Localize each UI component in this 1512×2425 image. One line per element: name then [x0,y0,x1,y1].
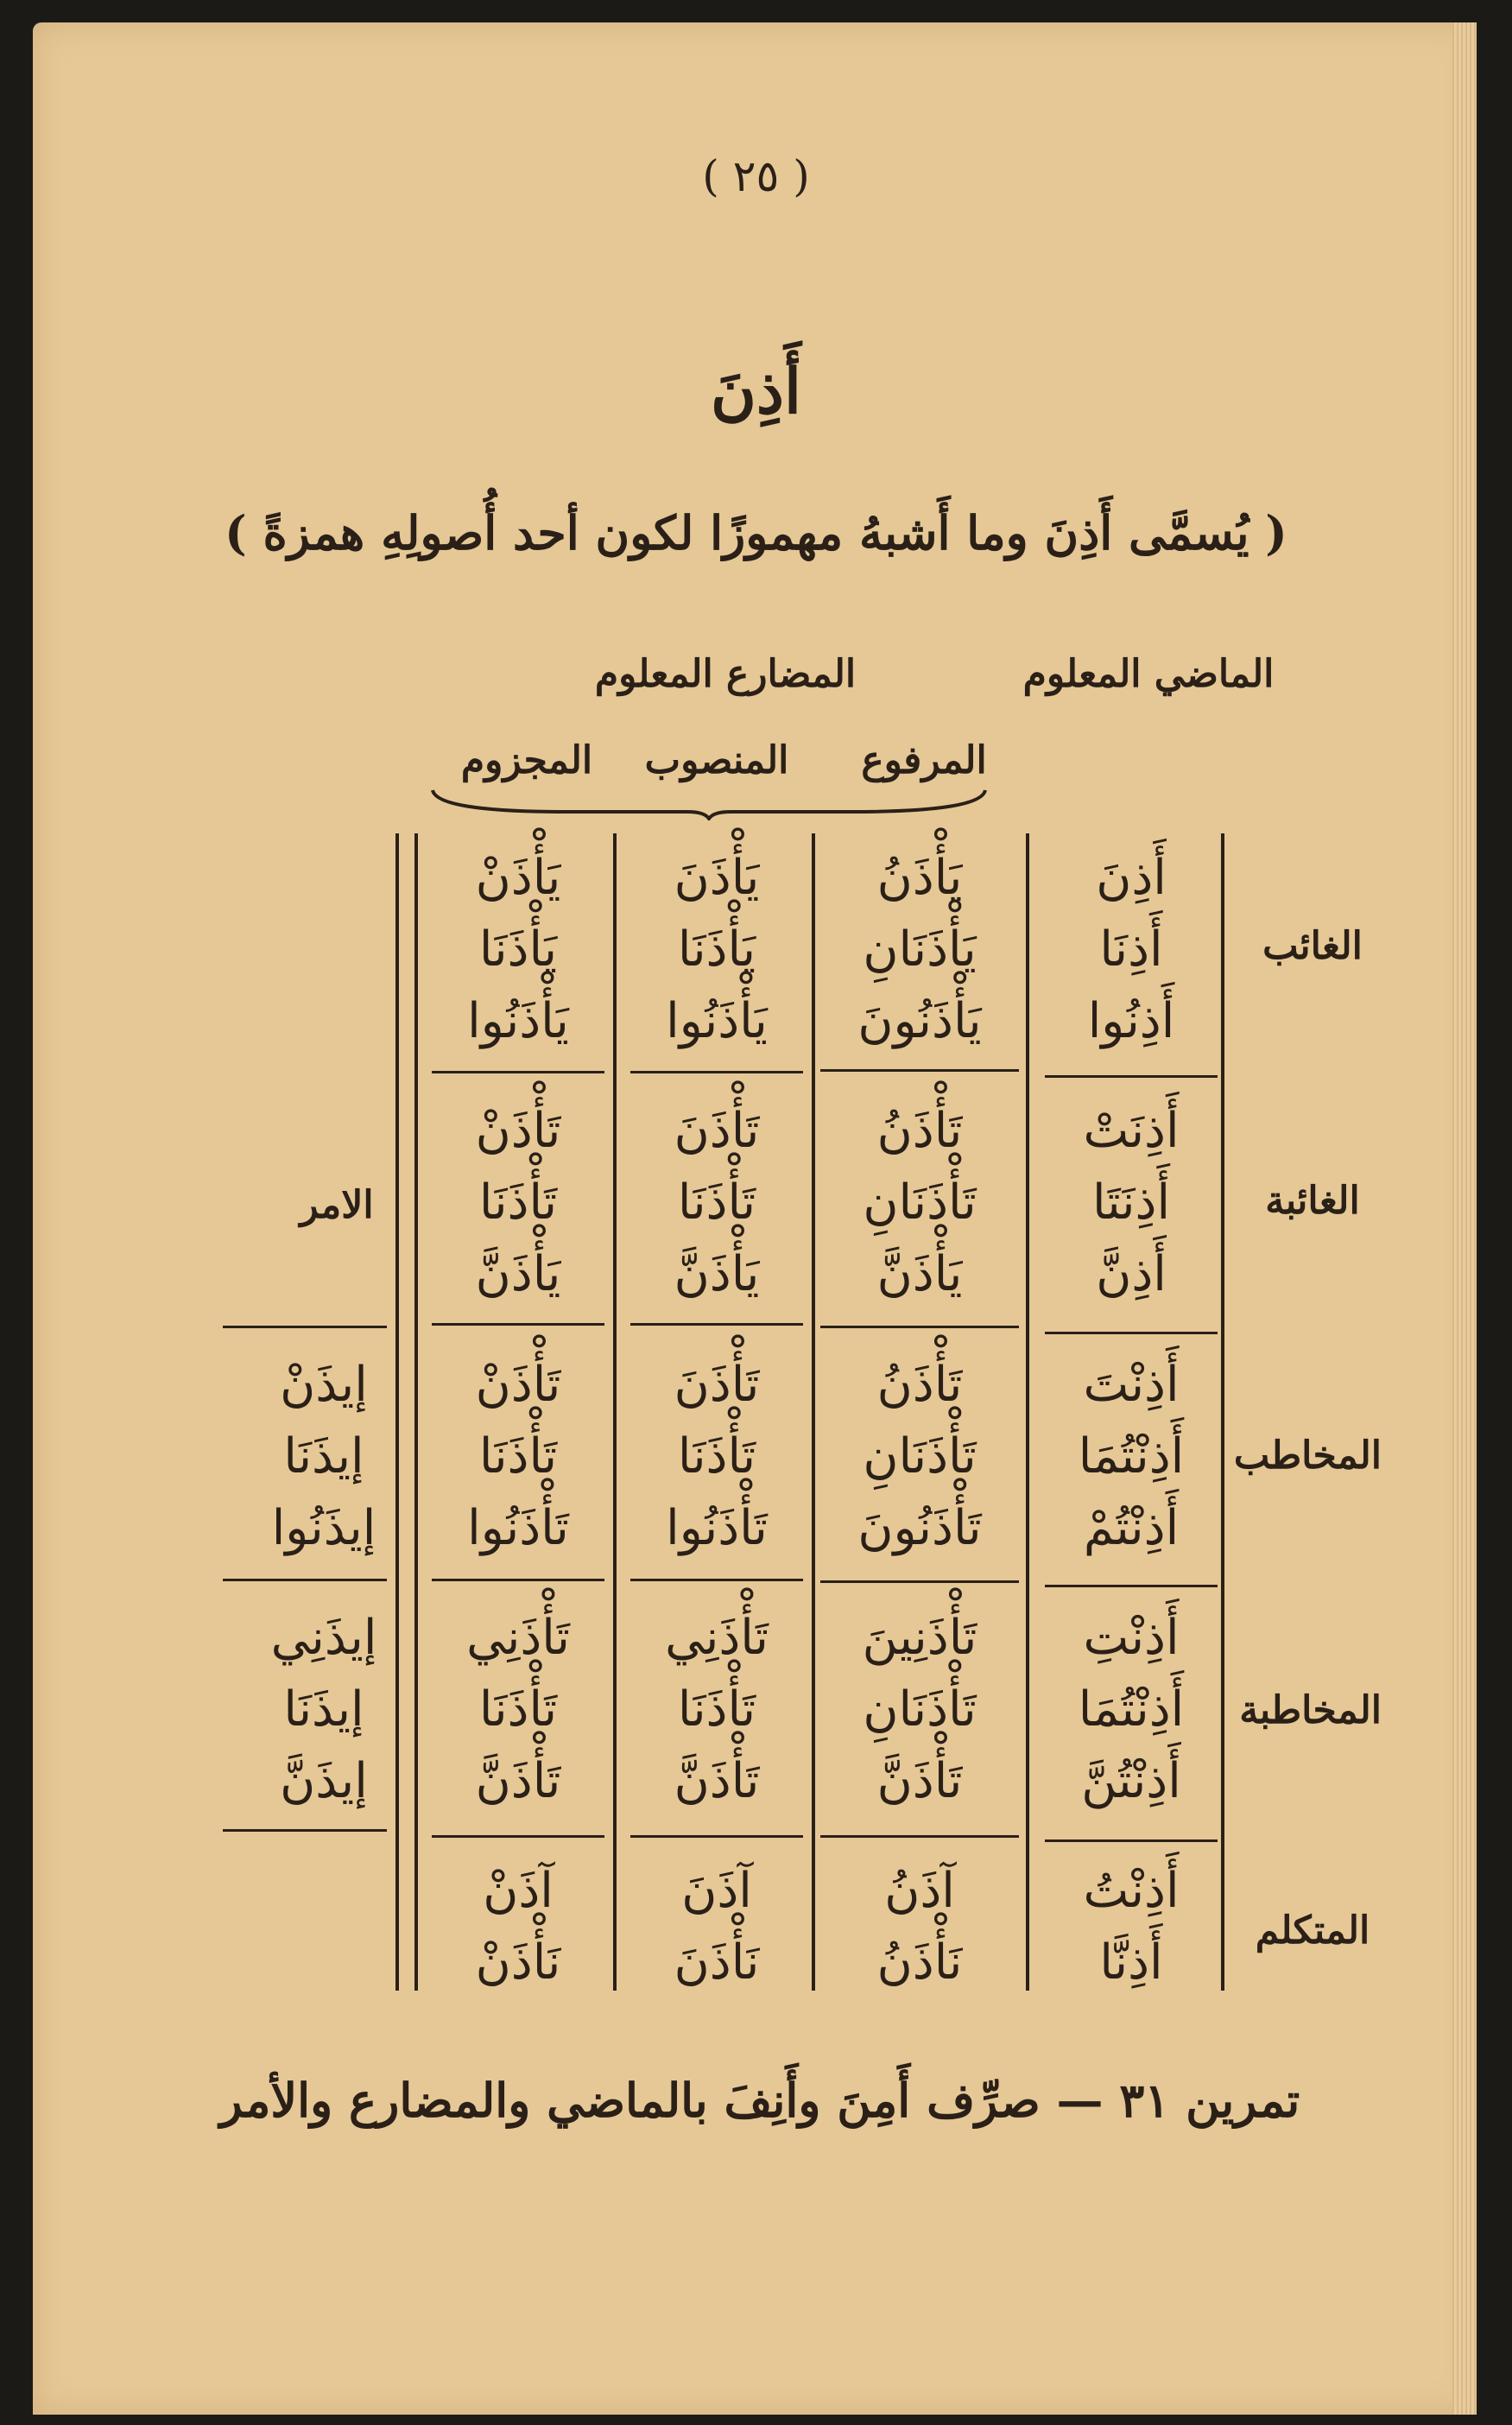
cell-mansub-mukhataba-3: تَأْذَنَّ [674,1753,760,1809]
row-label-ghaib: الغائب [1262,924,1363,968]
cell-majzum-mukhataba-1: تَأْذَنِي [466,1610,570,1666]
cell-majzum-mukhatab-1: تَأْذَنْ [475,1357,561,1413]
cell-amr-mukhataba-2: إيذَنَا [283,1681,364,1738]
separator-amr-4 [223,1829,387,1832]
divider-marfu-mansub [812,833,815,1991]
header-past: الماضي المعلوم [1022,652,1275,696]
cell-marfu-mukhataba-2: تَأْذَنَانِ [863,1681,977,1738]
divider-past-marfu [1026,833,1029,1991]
divider-labels-past [1221,833,1224,1991]
cell-past-mutakallim-2: أَذِنَّا [1099,1934,1163,1991]
separator-mansub-3 [630,1579,803,1581]
cell-majzum-mukhataba-2: تَأْذَنَا [478,1681,558,1738]
cell-marfu-ghaiba-2: تَأْذَنَانِ [863,1175,977,1231]
cell-marfu-ghaib-3: يَأْذَنُونَ [857,993,982,1049]
header-present: المضارع المعلوم [594,652,857,696]
cell-majzum-mukhatab-2: تَأْذَنَا [478,1428,558,1485]
cell-amr-mukhatab-3: إيذَنُوا [271,1500,376,1556]
cell-past-mukhatab-3: أَذِنْتُمْ [1083,1500,1180,1556]
cell-marfu-mutakallim-1: آذَنُ [884,1863,955,1919]
separator-marfu-4 [820,1835,1019,1838]
separator-majzum-4 [432,1835,604,1838]
cell-majzum-mukhataba-3: تَأْذَنَّ [475,1753,561,1809]
cell-majzum-mukhatab-3: تَأْذَنُوا [467,1500,569,1556]
separator-past-4 [1045,1839,1218,1842]
cell-mansub-ghaib-1: يَأْذَنَ [674,850,760,906]
cell-mansub-mukhatab-2: تَأْذَنَا [677,1428,756,1485]
cell-amr-mukhataba-1: إيذَنِي [270,1610,377,1666]
cell-mansub-ghaiba-1: تَأْذَنَ [674,1103,760,1159]
separator-marfu-3 [820,1580,1019,1583]
cell-mansub-mukhataba-2: تَأْذَنَا [677,1681,756,1738]
cell-majzum-ghaib-3: يَأْذَنُوا [467,993,569,1049]
cell-past-mukhataba-3: أَذِنْتُنَّ [1081,1753,1181,1809]
separator-marfu-1 [820,1069,1019,1072]
cell-mansub-mukhataba-1: تَأْذَنِي [665,1610,769,1666]
cell-majzum-ghaib-2: يَأْذَنَا [478,921,558,978]
cell-majzum-mutakallim-1: آذَنْ [483,1863,554,1919]
separator-past-1 [1045,1075,1218,1078]
separator-amr-2 [223,1326,387,1328]
title-note: ( يُسمَّى أَذِنَ وما أَشبهُ مهموزًا لكون أحد أُصولِهِ همزةً ) [225,505,1287,560]
separator-majzum-3 [432,1579,604,1581]
cell-marfu-mukhatab-1: تَأْذَنُ [876,1357,963,1413]
separator-amr-3 [223,1579,387,1581]
cell-marfu-mukhataba-3: تَأْذَنَّ [876,1753,963,1809]
cell-marfu-mukhatab-2: تَأْذَنَانِ [863,1428,977,1485]
cell-past-mukhatab-2: أَذِنْتُمَا [1078,1428,1185,1485]
row-label-mukhataba: المخاطبة [1239,1688,1382,1732]
separator-mansub-2 [630,1323,803,1326]
header-mansub: المنصوب [644,738,789,782]
separator-past-3 [1045,1585,1218,1587]
row-label-ghaiba: الغائبة [1265,1179,1360,1223]
header-amr: الامر [300,1183,374,1227]
cell-past-mukhataba-1: أَذِنْتِ [1083,1610,1180,1666]
cell-marfu-ghaib-1: يَأْذَنُ [876,850,963,906]
header-marfu: المرفوع [861,738,987,782]
cell-marfu-mukhatab-3: تَأْذَنُونَ [857,1500,982,1556]
cell-past-mukhatab-1: أَذِنْتَ [1083,1357,1180,1413]
separator-majzum-1 [432,1071,604,1073]
separator-marfu-2 [820,1326,1019,1328]
cell-majzum-mutakallim-2: نَأْذَنْ [475,1934,561,1991]
cell-past-ghaiba-2: أَذِنَتَا [1091,1175,1171,1231]
cell-amr-mukhatab-1: إيذَنْ [280,1357,368,1413]
header-brace [428,786,990,820]
cell-marfu-mukhataba-1: تَأْذَنِينَ [862,1610,977,1666]
cell-past-ghaiba-3: أَذِنَّ [1096,1246,1167,1302]
separator-mansub-1 [630,1071,803,1073]
cell-mansub-mutakallim-2: نَأْذَنَ [674,1934,760,1991]
row-label-mutakallim: المتكلم [1255,1909,1370,1953]
separator-past-2 [1045,1332,1218,1334]
cell-mansub-mukhatab-1: تَأْذَنَ [674,1357,760,1413]
cell-majzum-ghaiba-2: تَأْذَنَا [478,1175,558,1231]
cell-marfu-mutakallim-2: نَأْذَنُ [876,1934,963,1991]
cell-mansub-ghaib-3: يَأْذَنُوا [666,993,768,1049]
cell-past-mutakallim-1: أَذِنْتُ [1083,1863,1180,1919]
cell-mansub-ghaib-2: يَأْذَنَا [677,921,756,978]
cell-marfu-ghaib-2: يَأْذَنَانِ [863,921,977,978]
cell-mansub-ghaiba-3: يَأْذَنَّ [674,1246,760,1302]
cell-mansub-mukhatab-3: تَأْذَنُوا [666,1500,768,1556]
page-number: ( ٢٥ ) [702,151,810,201]
cell-past-ghaiba-1: أَذِنَتْ [1083,1103,1180,1159]
cell-amr-mukhataba-3: إيذَنَّ [280,1753,368,1809]
cell-past-ghaib-1: أَذِنَ [1096,850,1167,906]
cell-past-mukhataba-2: أَذِنْتُمَا [1078,1681,1185,1738]
cell-majzum-ghaiba-3: يَأْذَنَّ [475,1246,561,1302]
page-title: أَذِنَ [711,354,801,427]
cell-marfu-ghaiba-1: تَأْذَنُ [876,1103,963,1159]
separator-mansub-4 [630,1835,803,1838]
cell-majzum-ghaiba-1: تَأْذَنْ [475,1103,561,1159]
cell-past-ghaib-2: أَذِنَا [1099,921,1163,978]
separator-majzum-2 [432,1323,604,1326]
cell-majzum-ghaib-1: يَأْذَنْ [475,850,561,906]
cell-marfu-ghaiba-3: يَأْذَنَّ [876,1246,963,1302]
cell-past-ghaib-3: أَذِنُوا [1087,993,1175,1049]
divider-mansub-majzum [613,833,617,1991]
header-majzum: المجزوم [460,738,593,782]
cell-mansub-ghaiba-2: تَأْذَنَا [677,1175,756,1231]
exercise-line: تمرين ٣١ — صرِّف أَمِنَ وأَنِفَ بالماضي والمضارع والأمر [219,2073,1300,2128]
divider-majzum-amr-1 [414,833,418,1991]
cell-amr-mukhatab-2: إيذَنَا [283,1428,364,1485]
row-label-mukhatab: المخاطب [1233,1434,1382,1478]
cell-mansub-mutakallim-1: آذَنَ [681,1863,752,1919]
